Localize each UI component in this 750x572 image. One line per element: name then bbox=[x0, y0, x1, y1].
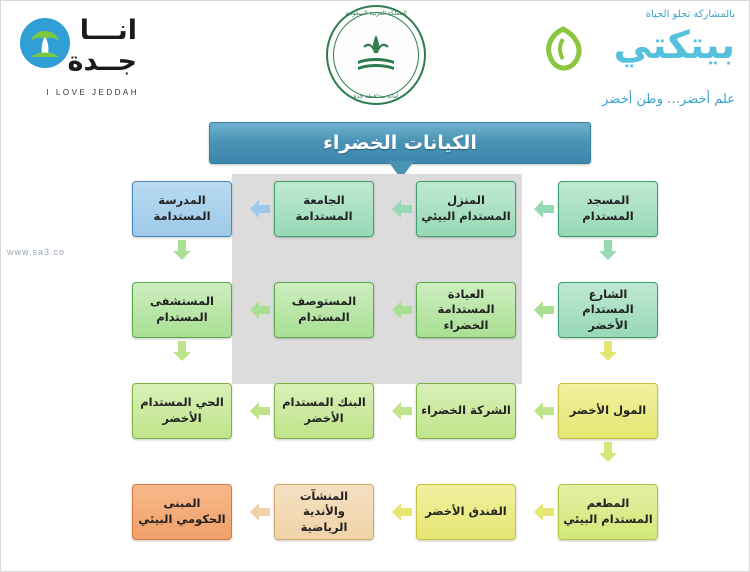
arrow-mall-to-restaurant bbox=[599, 442, 617, 462]
jeddah-logo-english: I LOVE JEDDAH bbox=[46, 88, 139, 97]
arrow-restaurant-to-hotel bbox=[534, 503, 554, 521]
green-leaf-icon bbox=[537, 25, 589, 77]
emblem-top-text: المملكة العربية السعودية bbox=[345, 10, 407, 17]
arrow-school-to-hospital bbox=[173, 240, 191, 260]
arrow-mosque-to-street bbox=[599, 240, 617, 260]
emblem-bottom-text: أمانة محافظة جدة bbox=[353, 93, 399, 100]
jeddah-logo-line1: انـــا bbox=[79, 15, 137, 46]
node-green-company[interactable]: الشركة الخضراء bbox=[416, 383, 516, 439]
node-green-sustainable-clinic[interactable]: العيادة المستدامة الخضراء bbox=[416, 282, 516, 338]
node-green-neighborhood[interactable]: الحي المستدام الأخضر bbox=[132, 383, 232, 439]
node-green-sustainable-street[interactable]: الشارع المستدام الأخضر bbox=[558, 282, 658, 338]
jeddah-logo-line2: جــدة bbox=[67, 46, 137, 77]
baytati-brand: بيتكتي bbox=[613, 23, 735, 67]
page-title: الكيانات الخضراء bbox=[323, 132, 477, 154]
baytati-tagline-bottom: علم أخضر… وطن أخضر bbox=[602, 92, 735, 107]
node-green-hotel[interactable]: الفندق الأخضر bbox=[416, 484, 516, 540]
header bbox=[1, 1, 750, 113]
node-green-mall[interactable]: المول الأخضر bbox=[558, 383, 658, 439]
arrow-bank-to-neighborhood bbox=[250, 402, 270, 420]
node-sustainable-school[interactable]: المدرسة المستدامة bbox=[132, 181, 232, 237]
arrow-hospital-to-neighborhood bbox=[173, 341, 191, 361]
arrow-company-to-bank bbox=[392, 402, 412, 420]
arrow-university-to-school bbox=[250, 200, 270, 218]
jeddah-logo bbox=[15, 13, 145, 101]
node-government-building[interactable]: المبنى الحكومي البيئي bbox=[132, 484, 232, 540]
baytati-logo bbox=[529, 9, 739, 105]
baytati-tagline-top: بالمشاركة تحلو الحياة bbox=[645, 9, 735, 20]
arrow-street-to-clinic bbox=[534, 301, 554, 319]
arrow-mall-to-company bbox=[534, 402, 554, 420]
node-sustainable-mosque[interactable]: المسجد المستدام bbox=[558, 181, 658, 237]
arrow-dispensary-to-hospital bbox=[250, 301, 270, 319]
arrow-hotel-to-sports bbox=[392, 503, 412, 521]
arrow-mosque-to-home bbox=[534, 200, 554, 218]
node-sports-facilities[interactable]: المنشآت والأندية الرياضية bbox=[274, 484, 374, 540]
node-sustainable-hospital[interactable]: المستشفى المستدام bbox=[132, 282, 232, 338]
title-bar bbox=[209, 122, 591, 164]
node-sustainable-university[interactable]: الجامعة المستدامة bbox=[274, 181, 374, 237]
arrow-sports-to-government bbox=[250, 503, 270, 521]
watermark: www.sa3.co bbox=[7, 247, 66, 257]
node-sustainable-home[interactable]: المنزل المستدام البيئي bbox=[416, 181, 516, 237]
arrow-home-to-university bbox=[392, 200, 412, 218]
saudi-emblem bbox=[326, 5, 426, 105]
saudi-emblem-icon bbox=[350, 29, 402, 81]
node-sustainable-restaurant[interactable]: المطعم المستدام البيئي bbox=[558, 484, 658, 540]
palm-tree-icon bbox=[19, 17, 71, 69]
arrow-clinic-to-dispensary bbox=[392, 301, 412, 319]
node-green-bank[interactable]: البنك المستدام الأخضر bbox=[274, 383, 374, 439]
title-banner bbox=[211, 122, 591, 162]
arrow-street-to-mall bbox=[599, 341, 617, 361]
node-sustainable-dispensary[interactable]: المستوصف المستدام bbox=[274, 282, 374, 338]
